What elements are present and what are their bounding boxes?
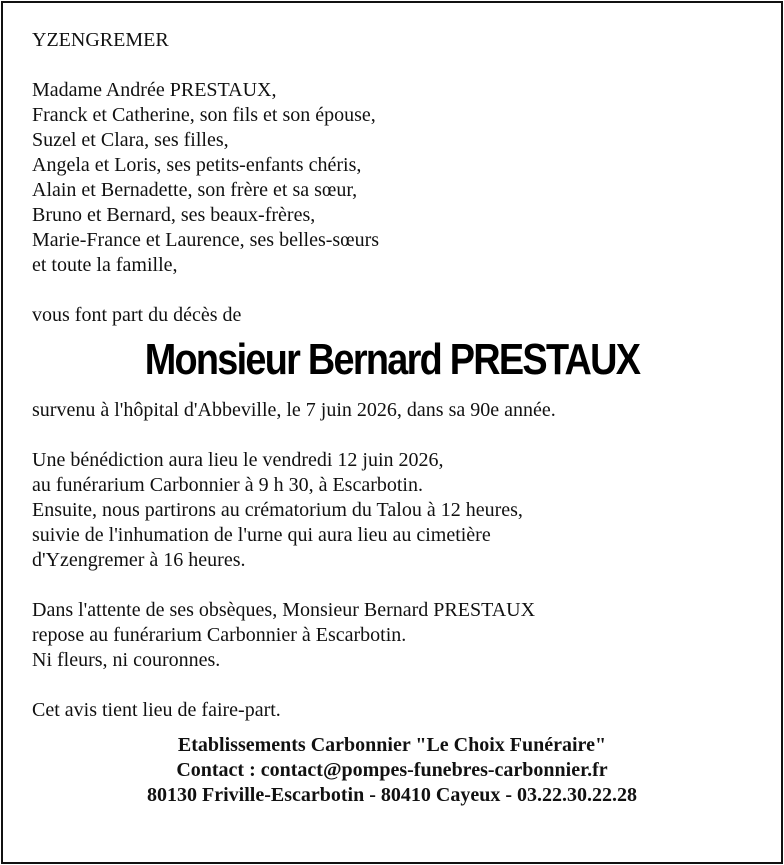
- family-line: Angela et Loris, ses petits-enfants chéris,: [32, 154, 362, 176]
- funeral-home-name: Etablissements Carbonnier "Le Choix Funéraire": [177, 734, 607, 756]
- ceremony-line: suivie de l'inhumation de l'urne qui aura lieu au cimetière: [32, 524, 491, 546]
- deceased-name: Monsieur Bernard PRESTAUX: [144, 335, 640, 384]
- family-line: Alain et Bernadette, son frère et sa sœur,: [32, 179, 358, 201]
- rest-details: [32, 598, 752, 673]
- rest-line: Ni fleurs, ni couronnes.: [32, 649, 221, 671]
- funeral-home-address: 80130 Friville-Escarbotin - 80410 Cayeux - 03.22.30.22.28: [147, 784, 637, 806]
- family-line: Franck et Catherine, son fils et son épouse,: [32, 104, 376, 126]
- rest-line: Dans l'attente de ses obsèques, Monsieur Bernard PRESTAUX: [32, 599, 536, 621]
- obituary-notice: [32, 28, 752, 808]
- ceremony-details: [32, 448, 752, 573]
- announce-text: vous font part du décès de: [32, 304, 242, 326]
- family-line: et toute la famille,: [32, 254, 178, 276]
- rest-line: repose au funérarium Carbonnier à Escarbotin.: [32, 624, 407, 646]
- ceremony-line: au funérarium Carbonnier à 9 h 30, à Escarbotin.: [32, 474, 423, 496]
- family-line: Marie-France et Laurence, ses belles-sœurs: [32, 229, 380, 251]
- funeral-home-footer: [32, 733, 752, 808]
- family-line: Suzel et Clara, ses filles,: [32, 129, 229, 151]
- place-name: YZENGREMER: [32, 29, 169, 51]
- ceremony-line: Une bénédiction aura lieu le vendredi 12 juin 2026,: [32, 449, 444, 471]
- family-line: Bruno et Bernard, ses beaux-frères,: [32, 204, 316, 226]
- funeral-home-contact: Contact : contact@pompes-funebres-carbonnier.fr: [176, 759, 608, 781]
- family-list: [32, 78, 752, 278]
- faire-part-notice: Cet avis tient lieu de faire-part.: [32, 699, 281, 721]
- death-details: survenu à l'hôpital d'Abbeville, le 7 juin 2026, dans sa 90e année.: [32, 399, 556, 421]
- family-line: Madame Andrée PRESTAUX,: [32, 79, 277, 101]
- ceremony-line: Ensuite, nous partirons au crématorium du Talou à 12 heures,: [32, 499, 523, 521]
- ceremony-line: d'Yzengremer à 16 heures.: [32, 549, 246, 571]
